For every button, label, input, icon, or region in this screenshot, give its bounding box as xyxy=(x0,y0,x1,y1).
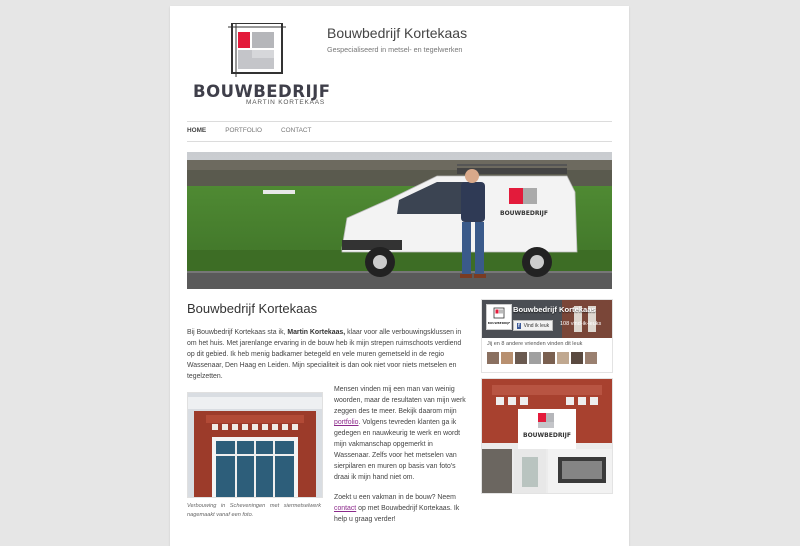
avatar[interactable] xyxy=(487,352,499,364)
hero-van-photo xyxy=(187,152,612,289)
page-container xyxy=(170,6,629,546)
nav-contact[interactable]: CONTACT xyxy=(281,127,312,134)
site-title[interactable]: Bouwbedrijf Kortekaas xyxy=(327,25,468,41)
main-navigation xyxy=(187,127,311,134)
page-heading: Bouwbedrijf Kortekaas xyxy=(187,301,318,316)
portfolio-link[interactable]: portfolio xyxy=(334,419,359,426)
portfolio-collage-image[interactable] xyxy=(481,378,613,494)
avatar[interactable] xyxy=(585,352,597,364)
facebook-like-box xyxy=(481,299,613,373)
site-description: Gespecialiseerd in metsel- en tegelwerken xyxy=(327,45,463,54)
facebook-icon: f xyxy=(518,322,520,329)
thumbnail-logo-icon xyxy=(487,305,511,329)
avatar[interactable] xyxy=(543,352,555,364)
figure-caption: Verbouwing in Scheveningen met siermetselwerk nagemaakt vanaf een foto. xyxy=(187,503,321,518)
owner-name: Martin Kortekaas, xyxy=(287,329,346,336)
avatar[interactable] xyxy=(501,352,513,364)
nav-portfolio[interactable]: PORTFOLIO xyxy=(225,127,262,134)
thumbnail-logo-text: BOUWBEDRIJF xyxy=(487,321,511,325)
content-column xyxy=(334,384,466,534)
avatar[interactable] xyxy=(529,352,541,364)
van-logo-text: BOUWBEDRIJF xyxy=(500,210,548,217)
facebook-like-button[interactable] xyxy=(513,320,553,331)
facebook-friend-avatars xyxy=(487,352,597,364)
scheveningen-photo[interactable] xyxy=(187,392,323,498)
facebook-page-name[interactable]: Bouwbedrijf Kortekaas xyxy=(513,305,596,314)
avatar[interactable] xyxy=(557,352,569,364)
facebook-like-count: 108 vind-ik-leuks xyxy=(560,321,602,327)
facebook-friends-text: Jij en 8 andere vrienden vinden dit leuk xyxy=(487,341,583,347)
collage-logo-text: BOUWBEDRIJF xyxy=(523,432,571,439)
nav-bottom-divider xyxy=(187,141,612,142)
logo-subtitle: MARTIN KORTEKAAS xyxy=(246,99,326,106)
nav-home[interactable]: HOME xyxy=(187,127,207,134)
results-paragraph: Mensen vinden mij een man van weinig woorden, maar de resultaten van mijn werk zeggen des te meer. Bekijk daarom mijn portfolio. Volgens tevreden klanten ga ik gedegen en nauwkeurig te werk en wordt mijn vakmanschap opgemerkt in Wassenaar. Zelfs voor het metselen van sierpilaren en muren op basis van foto's draai ik mijn hand niet om. xyxy=(334,386,466,481)
logo-wordmark[interactable]: BOUWBEDRIJF xyxy=(193,82,331,101)
contact-link[interactable]: contact xyxy=(334,505,357,512)
project-figure xyxy=(187,392,324,519)
contact-paragraph: Zoekt u een vakman in de bouw? Neem contact op met Bouwbedrijf Kortekaas. Ik help u graag verder! xyxy=(334,494,460,523)
intro-paragraph: Bij Bouwbedrijf Kortekaas sta ik, Martin Kortekaas, klaar voor alle verbouwingsklussen in om het huis. Met jarenlange ervaring in de bouw heb ik mijn strepen ruimschoots verdiend op dit gebied. Ik heb menig badkamer betegeld en vele muren gemetseld in de regio Wassenaar, Den Haag en Leiden. Mijn specialiteit is dan ook niet voor niets metselen en tegelzetten. xyxy=(187,329,462,380)
facebook-page-thumbnail[interactable] xyxy=(486,304,512,330)
avatar[interactable] xyxy=(515,352,527,364)
like-button-label: Vind ik leuk xyxy=(523,322,550,329)
avatar[interactable] xyxy=(571,352,583,364)
nav-top-divider xyxy=(187,121,612,122)
